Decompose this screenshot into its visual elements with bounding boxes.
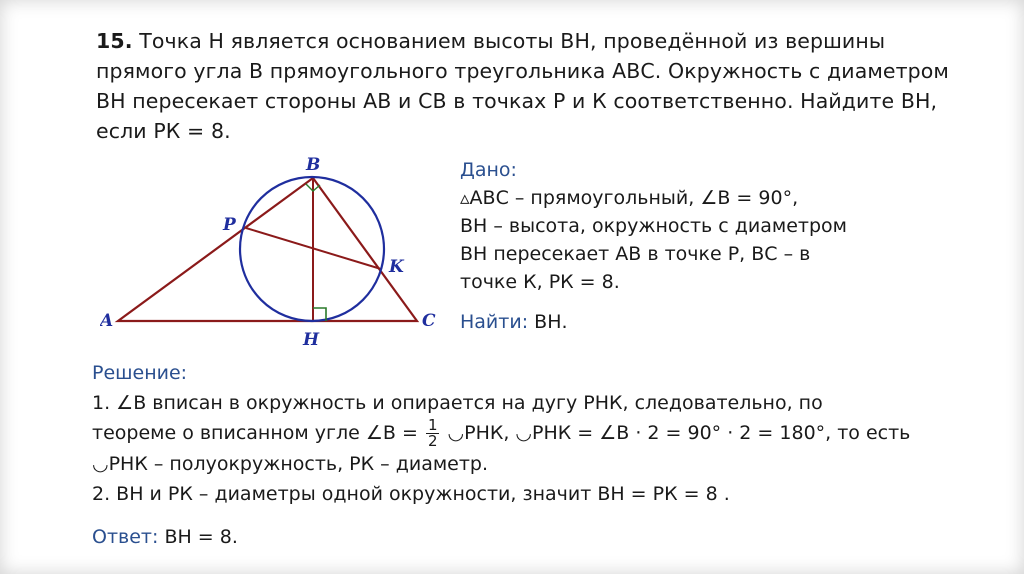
solution-line-2-start: теореме о вписанном угле ∠В = — [92, 422, 418, 444]
find-label: Найти: — [460, 311, 529, 333]
answer-value: ВН = 8. — [164, 526, 238, 548]
find-line — [460, 308, 930, 336]
label-p: P — [223, 215, 236, 235]
answer-label: Ответ: — [92, 526, 159, 548]
label-c: C — [422, 311, 436, 331]
fraction-numerator: 1 — [427, 416, 438, 434]
label-a: A — [100, 311, 114, 331]
problem-number: 15. — [96, 29, 133, 53]
label-b: B — [306, 155, 321, 175]
solution-line-4: 2. ВН и РК – диаметры одной окружности, значит ВН = РК = 8 . — [92, 483, 730, 505]
solution-title: Решение: — [92, 362, 188, 384]
answer-line — [92, 526, 238, 548]
given-line-2: ВН – высота, окружность с диаметром — [460, 215, 848, 237]
find-value: ВН. — [534, 311, 568, 333]
given-line-1: ▵АВС – прямоугольный, ∠В = 90°, — [460, 187, 799, 209]
problem-statement — [96, 26, 976, 146]
given-title: Дано: — [460, 159, 517, 181]
fraction-denominator: 2 — [427, 432, 438, 450]
label-k: K — [389, 257, 404, 277]
solution-line-1: 1. ∠В вписан в окружность и опирается на дугу РНК, следовательно, по — [92, 392, 823, 414]
given-line-3: ВН пересекает АВ в точке Р, ВС – в — [460, 243, 811, 265]
solution-line-2-end: ◡РНК, ◡РНК = ∠В · 2 = 90° · 2 = 180°, то есть — [447, 422, 911, 444]
problem-text: Точка Н является основанием высоты ВН, проведённой из вершины прямого угла В прямоугольного треугольника АВС. Окружность с диаметром ВН пересекает стороны АВ и СВ в точках Р и К соответственно. Найдите ВН, если РК = 8. — [96, 29, 949, 143]
solution-line-3: ◡РНК – полуокружность, РК – диаметр. — [92, 453, 489, 475]
given-block — [460, 156, 930, 336]
geometry-figure — [100, 148, 445, 348]
fraction-one-half — [426, 418, 440, 449]
solution-block — [92, 358, 972, 509]
triangle-abc — [118, 178, 417, 321]
solution-line-2 — [92, 418, 972, 449]
label-h: H — [303, 330, 320, 348]
given-line-4: точке К, РК = 8. — [460, 271, 620, 293]
